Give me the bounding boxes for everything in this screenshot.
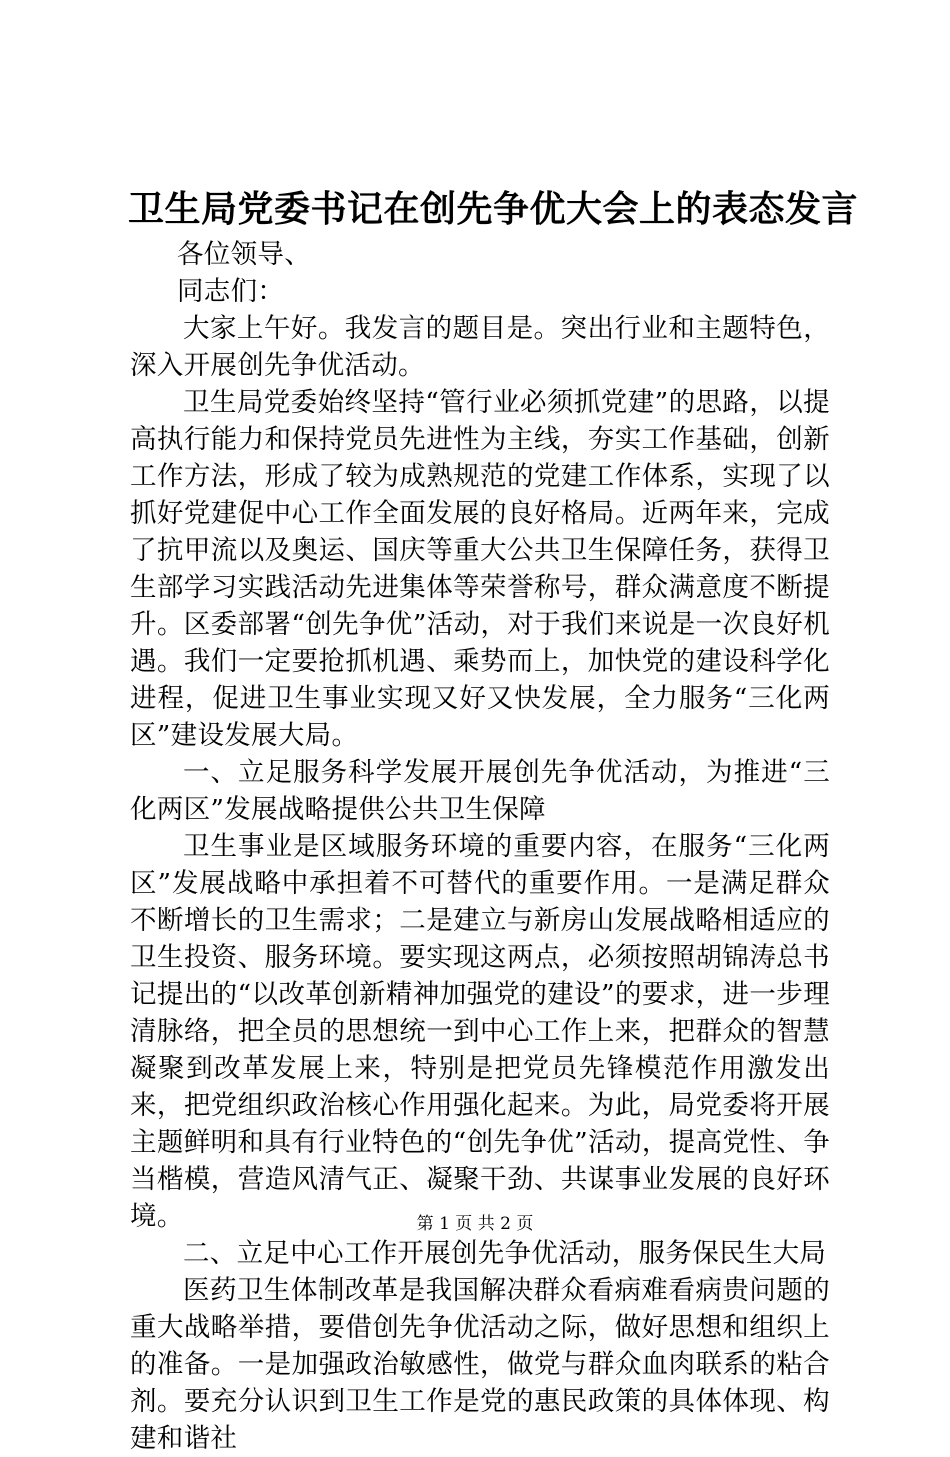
paragraph-section-2: 医药卫生体制改革是我国解决群众看病难看病贵问题的重大战略举措，要借创先争优活动之际，做好思想和组织上的准备。一是加强政治敏感性，做党与群众血肉联系的粘合剂。要充分认识到卫生工作是党的惠民政策的具体体现、构建和谐社 xyxy=(130,1275,830,1454)
page-footer: 第 1 页 共 2 页 xyxy=(416,1214,534,1234)
paragraph-background: 卫生局党委始终坚持“管行业必须抓党建”的思路，以提高执行能力和保持党员先进性为主线，夯实工作基础，创新工作方法，形成了较为成熟规范的党建工作体系，实现了以抓好党建促中心工作全面发展的良好格局。近两年来，完成了抗甲流以及奥运、国庆等重大公共卫生保障任务，获得卫生部学习实践活动先进集体等荣誉称号，群众满意度不断提升。区委部署“创先争优”活动，对于我们来说是一次良好机遇。我们一定要抢抓机遇、乘势而上，加快党的建设科学化进程，促进卫生事业实现又好又快发展，全力服务“三化两区”建设发展大局。 xyxy=(130,387,830,751)
paragraph-opening: 大家上午好。我发言的题目是。突出行业和主题特色，深入开展创先争优活动。 xyxy=(130,313,830,381)
document-title: 卫生局党委书记在创先争优大会上的表态发言 xyxy=(128,188,859,230)
section-heading-2: 二、立足中心工作开展创先争优活动，服务保民生大局 xyxy=(183,1238,827,1269)
document-body xyxy=(130,236,830,1457)
greeting-line-1: 各位领导、 xyxy=(177,239,311,270)
greeting-line-2: 同志们： xyxy=(177,276,285,307)
paragraph-section-1: 卫生事业是区域服务环境的重要内容，在服务“三化两区”发展战略中承担着不可替代的重要作用。一是满足群众不断增长的卫生需求；二是建立与新房山发展战略相适应的卫生投资、服务环境。要实现这两点，必须按照胡锦涛总书记提出的“以改革创新精神加强党的建设”的要求，进一步理清脉络，把全员的思想统一到中心工作上来，把群众的智慧凝聚到改革发展上来，特别是把党员先锋模范作用激发出来，把党组织政治核心作用强化起来。为此，局党委将开展主题鲜明和具有行业特色的“创先争优”活动，提高党性、争当楷模，营造风清气正、凝聚干劲、共谋事业发展的良好环境。 xyxy=(130,831,830,1232)
section-heading-1: 一、立足服务科学发展开展创先争优活动，为推进“三化两区”发展战略提供公共卫生保障 xyxy=(130,757,830,825)
